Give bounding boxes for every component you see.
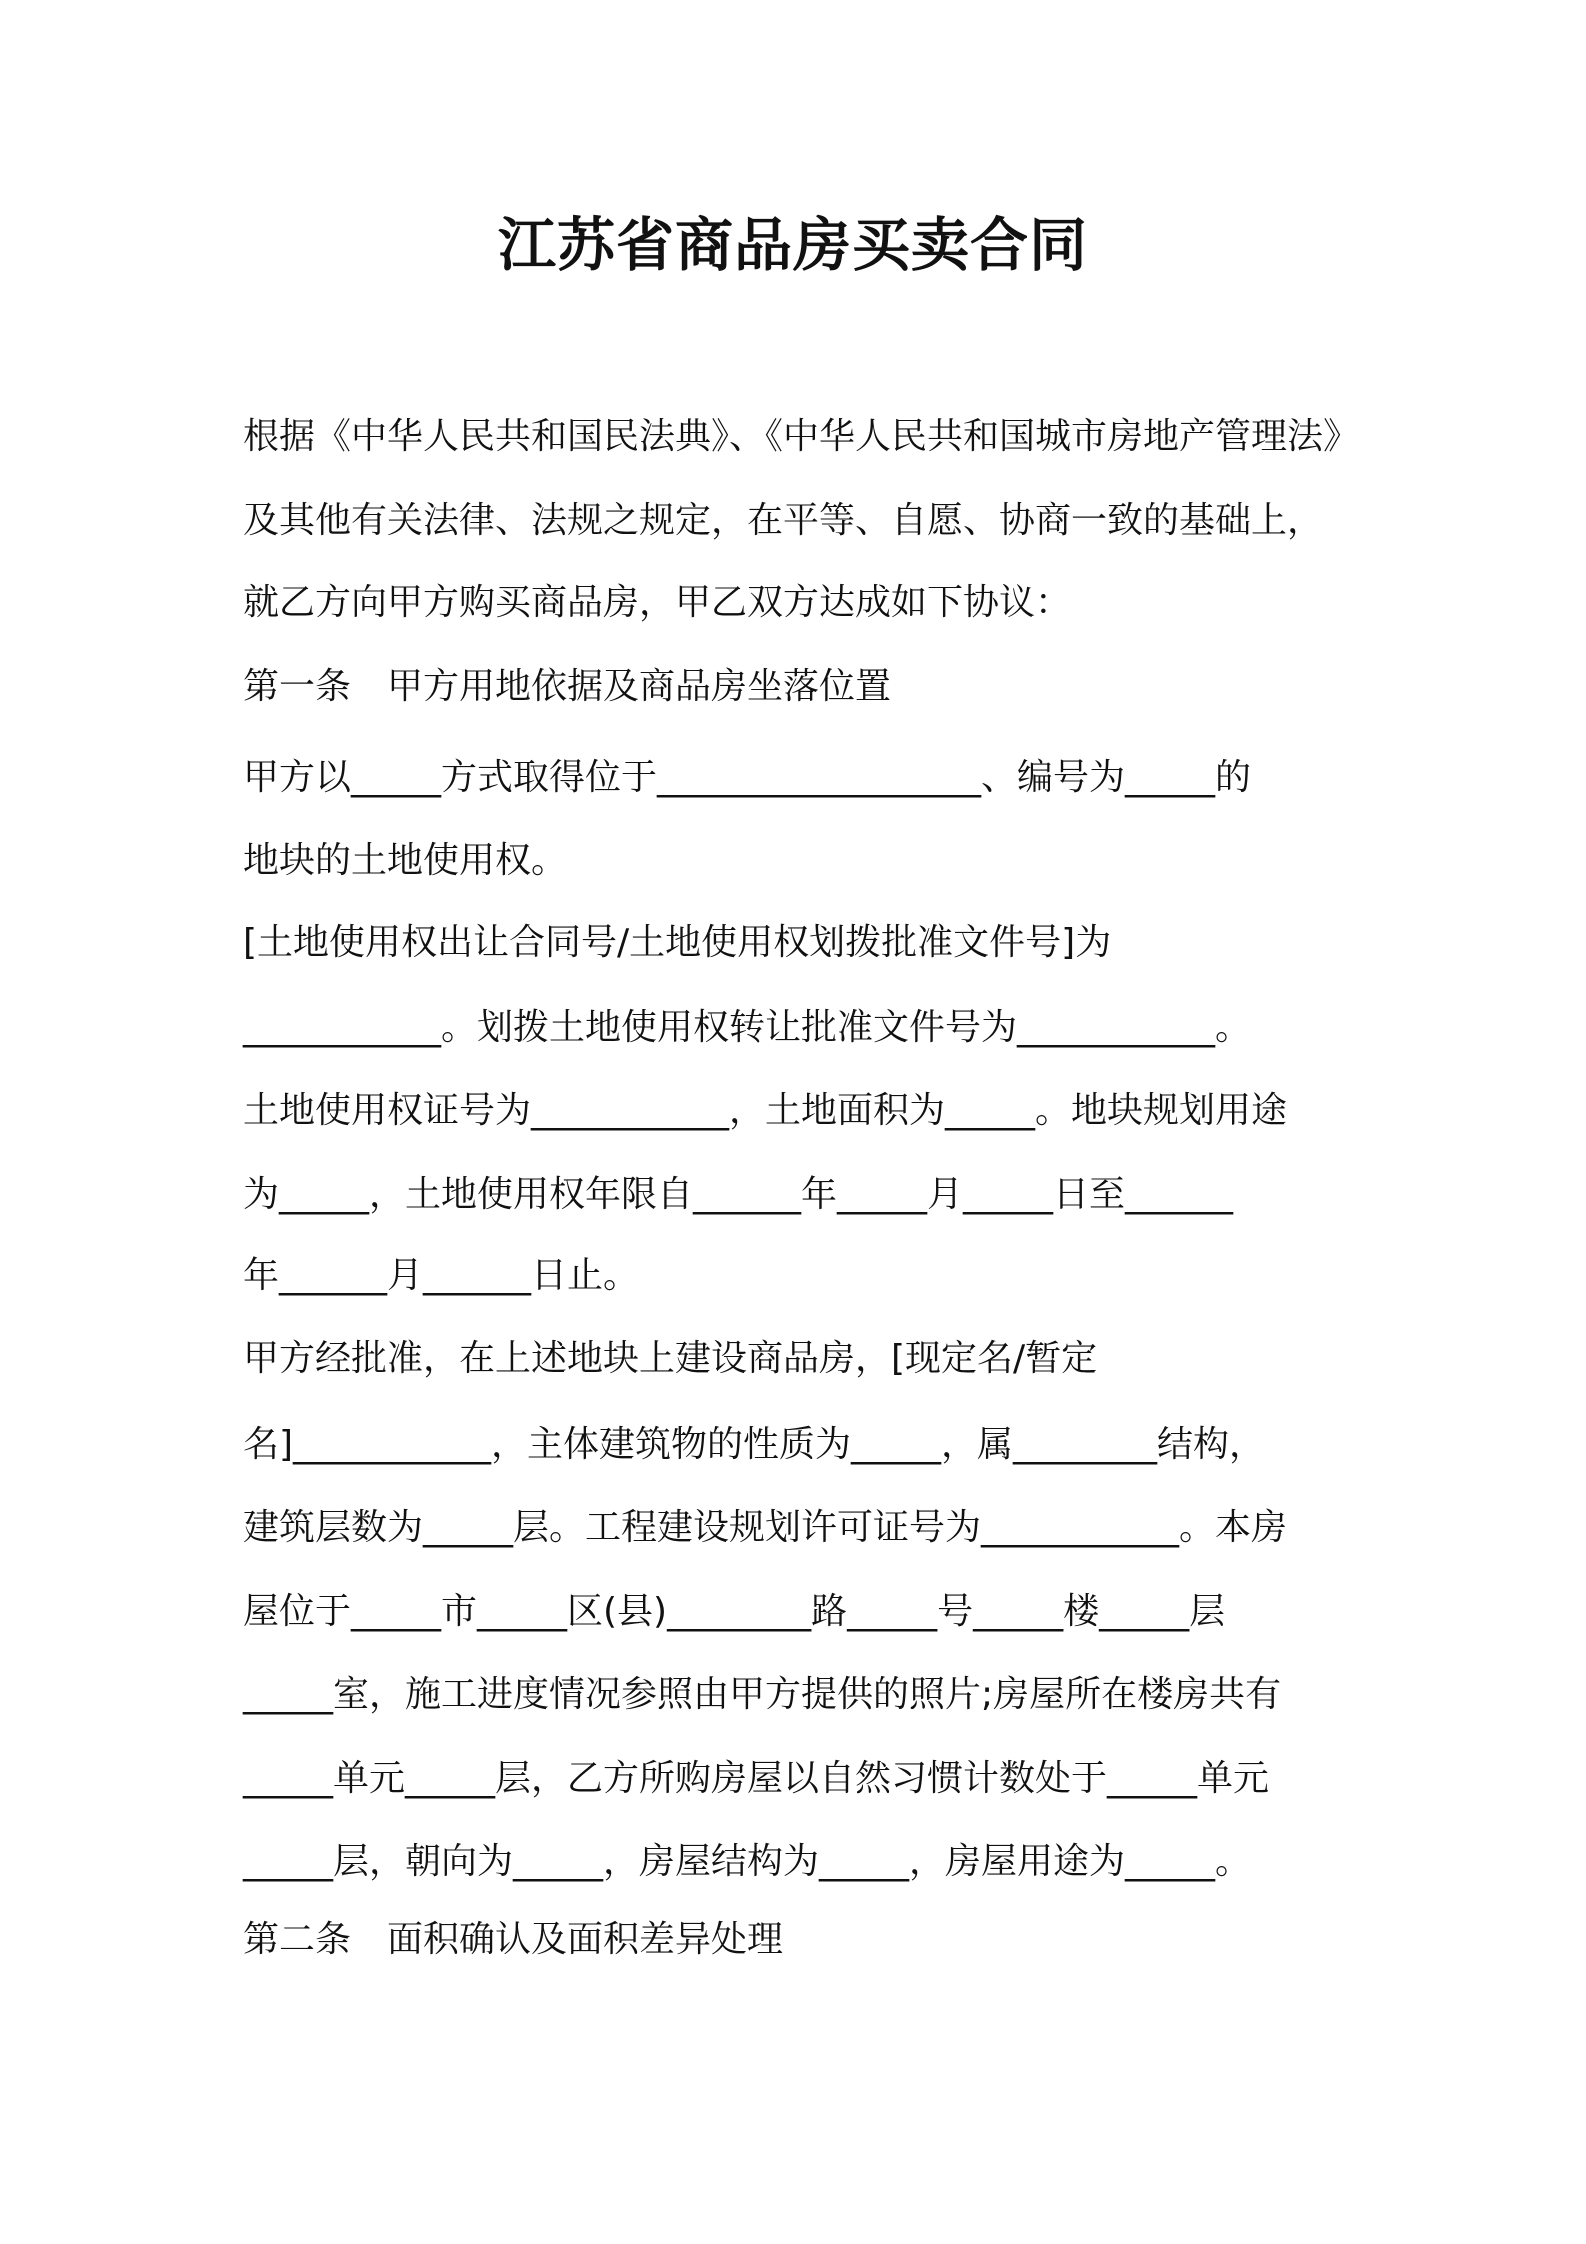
article-1-heading: 第一条 甲方用地依据及商品房坐落位置 (243, 666, 892, 707)
article-1-line-5: 土地使用权证号为___________，土地面积为_____。地块规划用途 (243, 1090, 1288, 1131)
article-1-line-14: _____层，朝向为_____，房屋结构为_____，房屋用途为_____。 (243, 1841, 1252, 1882)
article-1-line-7: 年______月______日止。 (243, 1255, 640, 1296)
article-1-line-2: 地块的土地使用权。 (243, 840, 568, 881)
preamble-line-1: 根据《中华人民共和国民法典》、《中华人民共和国城市房地产管理法》 (243, 416, 1360, 457)
article-1-line-8: 甲方经批准，在上述地块上建设商品房，[现定名/暂定 (243, 1338, 1098, 1379)
article-1-line-4: ___________。划拨土地使用权转让批准文件号为___________。 (243, 1007, 1252, 1048)
article-1-line-13: _____单元_____层，乙方所购房屋以自然习惯计数处于_____单元 (243, 1758, 1270, 1799)
article-1-line-10: 建筑层数为_____层。工程建设规划许可证号为___________。本房 (243, 1507, 1288, 1548)
article-1-line-9: 名]___________，主体建筑物的性质为_____，属________结构， (243, 1424, 1266, 1465)
preamble-line-2: 及其他有关法律、法规之规定，在平等、自愿、协商一致的基础上， (243, 500, 1324, 541)
article-2-heading: 第二条 面积确认及面积差异处理 (243, 1919, 784, 1960)
preamble-line-3: 就乙方向甲方购买商品房，甲乙双方达成如下协议： (243, 582, 1072, 623)
article-1-line-6: 为_____，土地使用权年限自______年_____月_____日至______ (243, 1174, 1234, 1215)
article-1-line-1: 甲方以_____方式取得位于__________________、编号为_____的 (243, 757, 1252, 798)
document-title: 江苏省商品房买卖合同 (497, 211, 1088, 279)
article-1-line-12: _____室，施工进度情况参照由甲方提供的照片;房屋所在楼房共有 (243, 1674, 1282, 1715)
article-1-line-11: 屋位于_____市_____区(县)________路_____号_____楼_____层 (243, 1591, 1226, 1632)
article-1-line-3: [土地使用权出让合同号/土地使用权划拨批准文件号]为 (243, 922, 1112, 963)
